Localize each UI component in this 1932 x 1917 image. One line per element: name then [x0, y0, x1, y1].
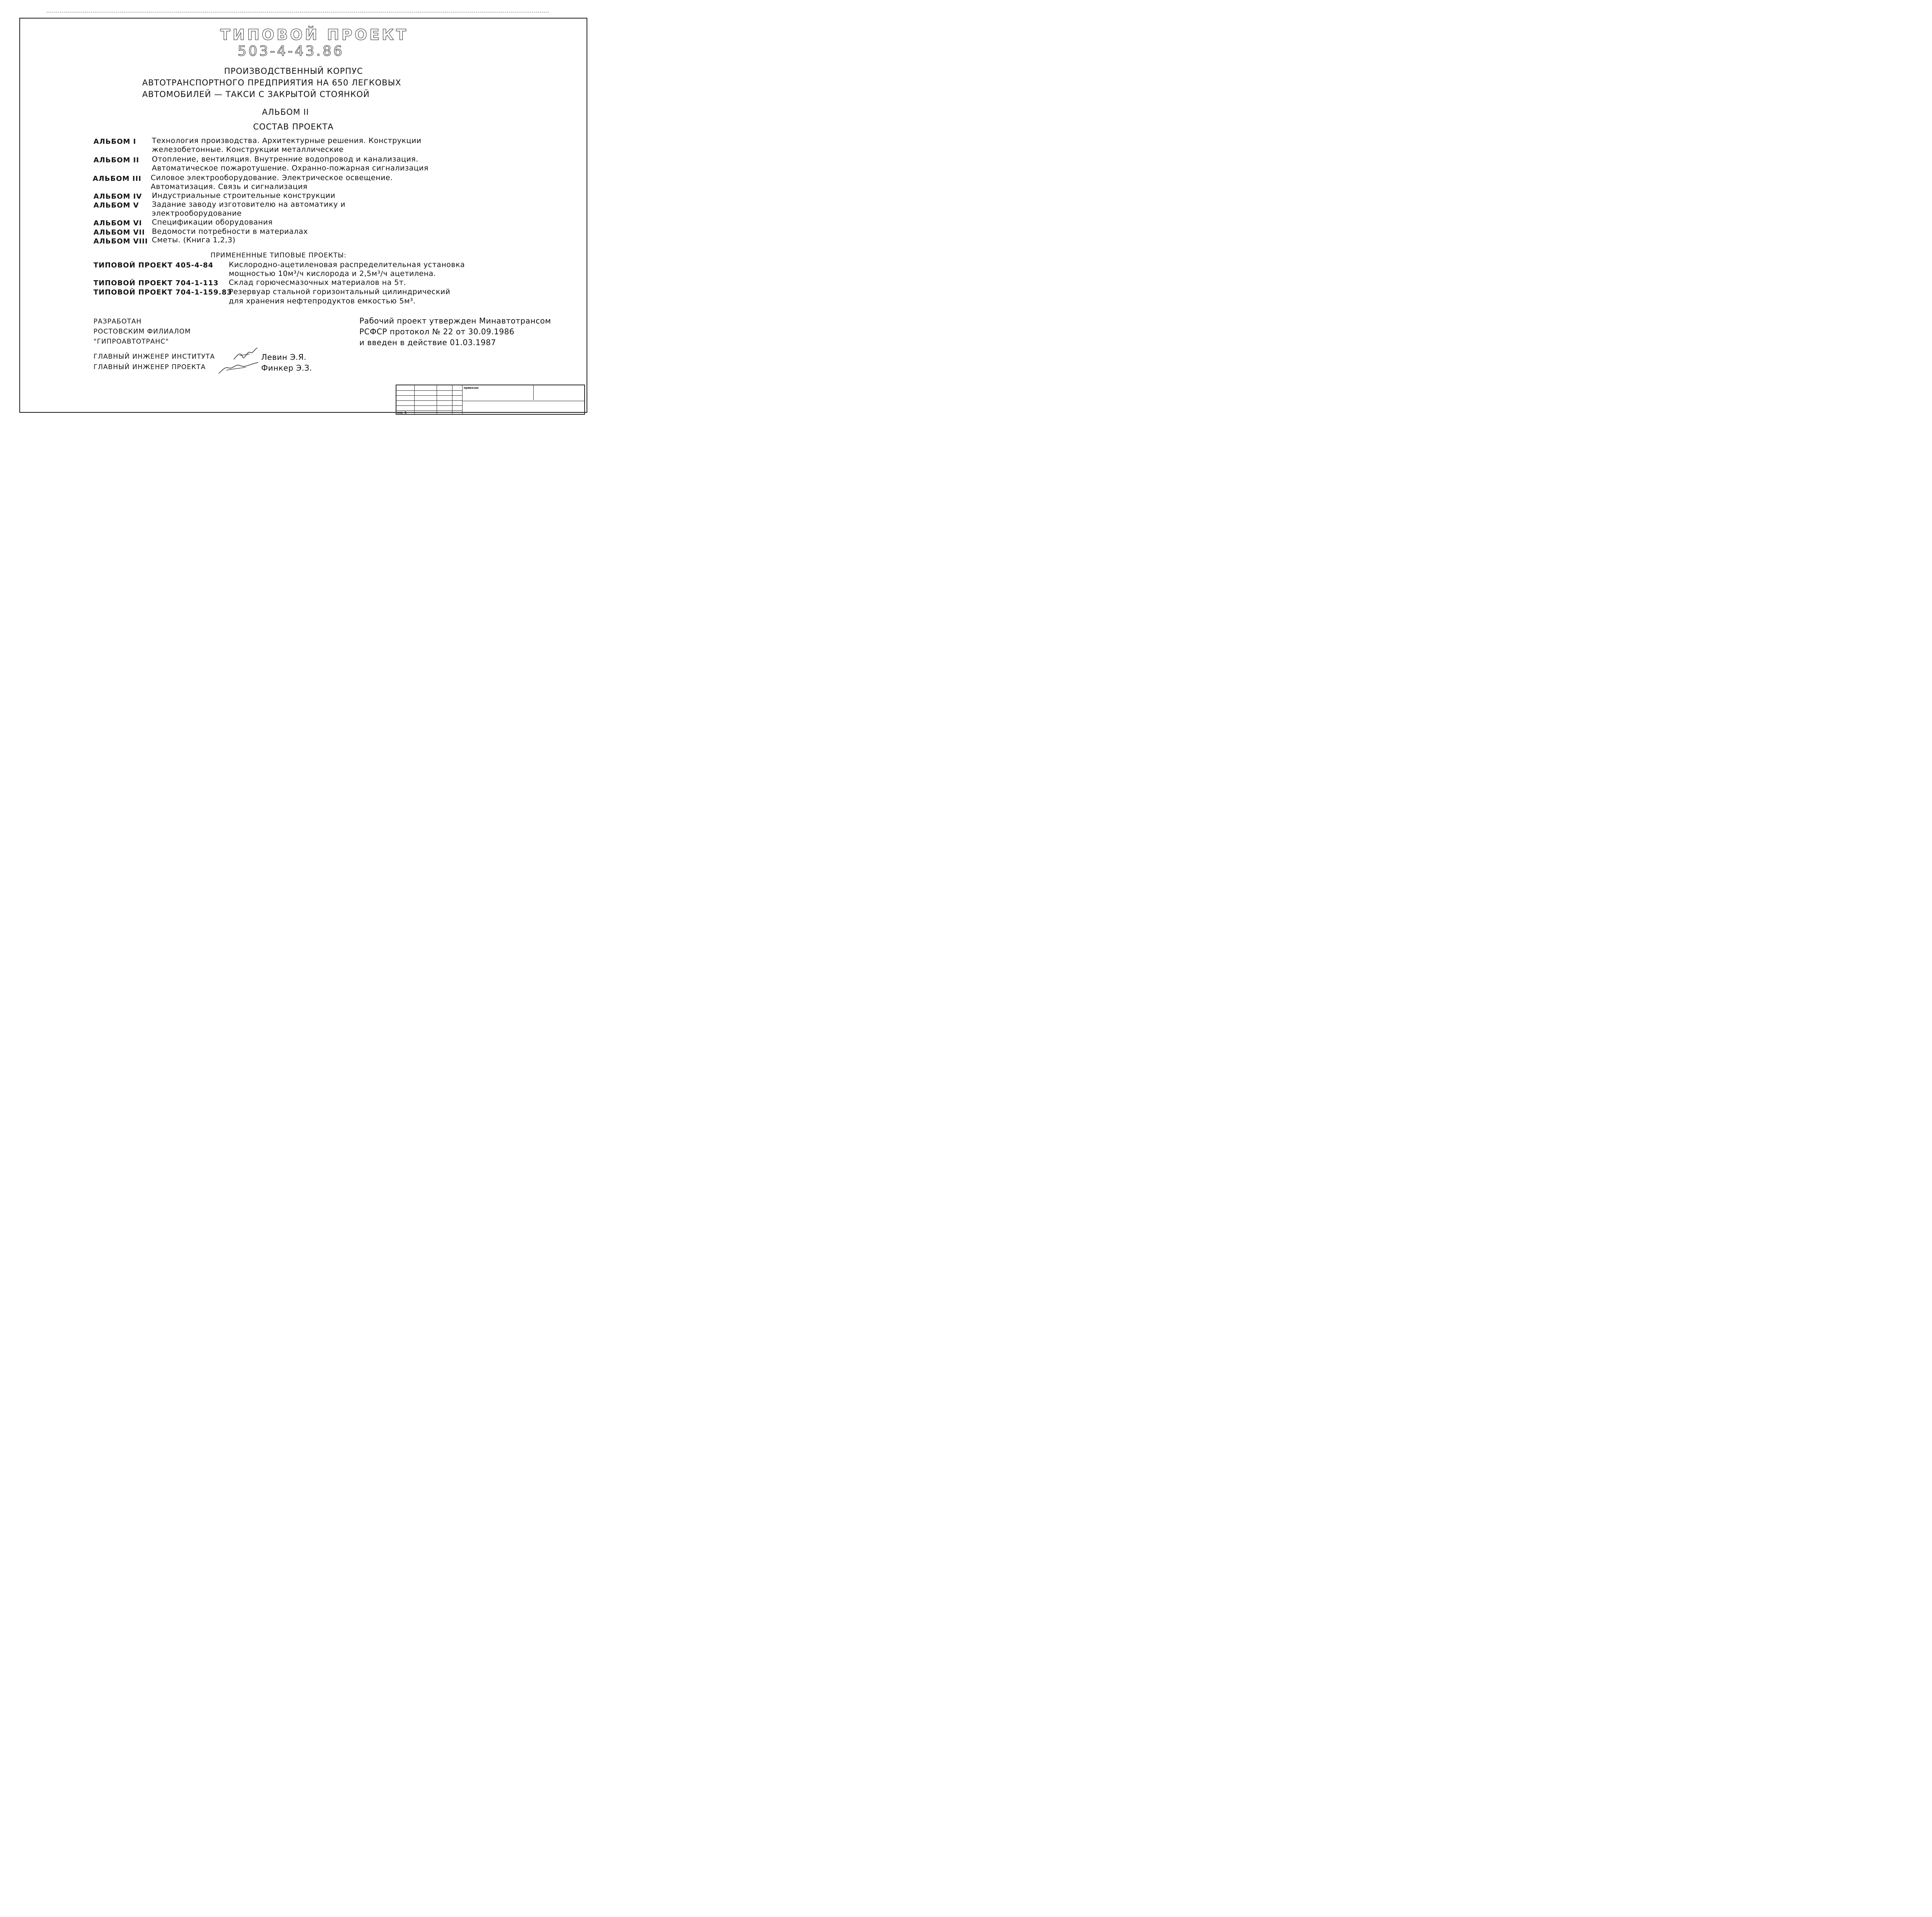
signature-2-name: Финкер Э.З. [261, 363, 312, 373]
stamp-privyazan-label: привязан [464, 386, 479, 390]
album-3-line-2: Автоматизация. Связь и сигнализация [151, 182, 308, 191]
album-4-line-1: Индустриальные строительные конструкции [152, 191, 335, 200]
approval-line-1: Рабочий проект утвержден Минавтотрансом [359, 316, 551, 325]
applied-1-label: ТИПОВОЙ ПРОЕКТ 405-4-84 [94, 261, 214, 269]
album-7-line-1: Ведомости потребности в материалах [152, 227, 308, 236]
approval-line-3: и введен в действие 01.03.1987 [359, 338, 496, 347]
signature-2-role: ГЛАВНЫЙ ИНЖЕНЕР ПРОЕКТА [94, 363, 206, 371]
album-5-label: АЛЬБОМ V [94, 201, 139, 209]
approval-line-2: РСФСР протокол № 22 от 30.09.1986 [359, 327, 515, 336]
album-5-line-2: электрооборудование [152, 209, 242, 218]
title-stamp [396, 385, 585, 415]
album-8-label: АЛЬБОМ VIII [94, 237, 148, 245]
album-4-label: АЛЬБОМ IV [94, 192, 142, 201]
album-1-line-2: железобетонные. Конструкции металлические [152, 145, 344, 154]
album-8-line-1: Сметы. (Книга 1,2,3) [152, 236, 236, 244]
album-3-label: АЛЬБОМ III [93, 175, 141, 183]
applied-1-line-2: мощностью 10м³/ч кислорода и 2,5м³/ч ацетилена. [229, 269, 436, 278]
album-1-label: АЛЬБОМ I [94, 138, 136, 146]
applied-2-label: ТИПОВОЙ ПРОЕКТ 704-1-113 [94, 279, 219, 287]
applied-3-line-1: Резервуар стальной горизонтальный цилиндрический [229, 288, 451, 296]
album-3-line-1: Силовое электрооборудование. Электрическое освещение. [151, 174, 393, 182]
subtitle-line-3: АВТОМОБИЛЕЙ — ТАКСИ С ЗАКРЫТОЙ СТОЯНКОЙ [142, 90, 370, 99]
applied-3-label: ТИПОВОЙ ПРОЕКТ 704-1-159.83 [94, 288, 232, 296]
developer-line-1: РАЗРАБОТАН [94, 318, 142, 325]
applied-1-line-1: Кислородно-ацетиленовая распределительная установка [229, 260, 465, 269]
signature-1-role: ГЛАВНЫЙ ИНЖЕНЕР ИНСТИТУТА [94, 353, 215, 361]
album-6-line-1: Спецификации оборудования [152, 218, 273, 226]
applied-title: ПРИМЕНЕННЫЕ ТИПОВЫЕ ПРОЕКТЫ: [211, 252, 347, 259]
developer-line-2: РОСТОВСКИМ ФИЛИАЛОМ [94, 328, 191, 335]
signature-1-name: Левин Э.Я. [261, 352, 307, 362]
composition-title: СОСТАВ ПРОЕКТА [253, 122, 334, 131]
album-1-line-1: Технология производства. Архитектурные решения. Конструкции [152, 136, 422, 145]
signature-2-handwriting [217, 359, 260, 376]
project-number: 503-4-43.86 [238, 43, 344, 59]
applied-3-line-2: для хранения нефтепродуктов емкостью 5м³. [229, 297, 416, 305]
subtitle-line-2: АВТОТРАНСПОРТНОГО ПРЕДПРИЯТИЯ НА 650 ЛЕГКОВЫХ [142, 78, 401, 87]
album-2-line-2: Автоматическое пожаротушение. Охранно-пожарная сигнализация [152, 164, 429, 172]
stamp-inv-label: инв № [397, 411, 407, 414]
developer-line-3: "ГИПРОАВТОТРАНС" [94, 338, 169, 346]
album-6-label: АЛЬБОМ VI [94, 219, 142, 227]
album-2-line-1: Отопление, вентиляция. Внутренние водопровод и канализация. [152, 155, 418, 163]
album-label: АЛЬБОМ II [262, 107, 309, 117]
subtitle-line-1: ПРОИЗВОДСТВЕННЫЙ КОРПУС [224, 66, 363, 76]
album-7-label: АЛЬБОМ VII [94, 228, 145, 237]
album-5-line-1: Задание заводу изготовителю на автоматику и [152, 200, 345, 209]
applied-2-line-1: Склад горючесмазочных материалов на 5т. [229, 278, 406, 287]
project-title: ТИПОВОЙ ПРОЕКТ [220, 26, 409, 43]
album-2-label: АЛЬБОМ II [94, 156, 139, 164]
